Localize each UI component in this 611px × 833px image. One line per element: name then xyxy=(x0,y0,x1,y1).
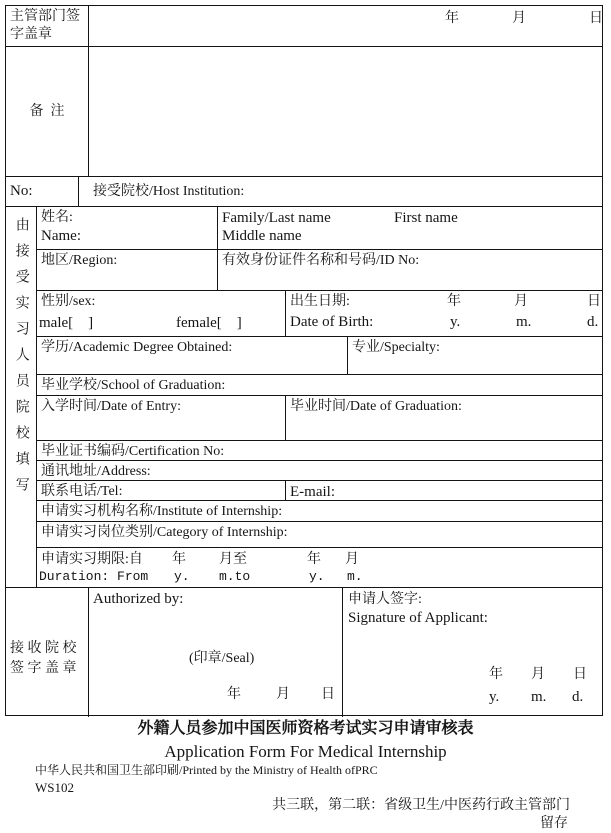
authorized-year-label: 年 xyxy=(227,687,241,702)
female-checkbox: female[ ] xyxy=(176,314,242,331)
institute-label: 申请实习机构名称/Institute of Internship: xyxy=(41,504,283,520)
supervisor-year-label: 年 xyxy=(445,11,459,26)
copies-note-line2: 留存 xyxy=(540,816,568,831)
supervisor-month-label: 月 xyxy=(512,11,526,26)
printed-by-label: 中华人民共和国卫生部印刷/Printed by the Ministry of Health ofPRC xyxy=(35,763,378,777)
no-label: No: xyxy=(6,177,79,206)
id-no-label: 有效身份证件名称和号码/ID No: xyxy=(217,250,602,290)
application-form-table xyxy=(5,5,603,716)
name-label-en: Name: xyxy=(41,227,81,244)
sex-label: 性别/sex: xyxy=(41,293,96,309)
main-section xyxy=(6,206,602,587)
email-label: E-mail: xyxy=(285,481,602,500)
receiving-section xyxy=(6,587,602,717)
form-code: WS102 xyxy=(35,780,74,795)
certification-label: 毕业证书编码/Certification No: xyxy=(41,444,225,460)
institute-row xyxy=(37,500,602,521)
male-checkbox: male[ ] xyxy=(39,314,94,331)
remarks-row xyxy=(6,46,602,176)
duration-month1-zh: 月至 xyxy=(219,552,247,568)
birth-year-zh: 年 xyxy=(447,293,461,309)
main-side-label: 由接受实习人员院校填写 xyxy=(13,217,29,503)
remarks-area xyxy=(89,47,602,176)
birth-day-en: d. xyxy=(587,313,599,330)
region-row xyxy=(37,249,602,290)
first-name-label: First name xyxy=(394,210,458,226)
specialty-label: 专业/Specialty: xyxy=(347,337,602,375)
duration-month1-en: m.to xyxy=(219,569,251,585)
name-label-zh: 姓名: xyxy=(41,210,73,225)
authorized-day-label: 日 xyxy=(321,687,335,702)
main-side-cell xyxy=(6,207,37,587)
applicant-month-en: m. xyxy=(531,689,547,705)
birth-month-zh: 月 xyxy=(514,293,528,309)
middle-name-label: Middle name xyxy=(222,228,302,244)
applicant-sign-label-zh: 申请人签字: xyxy=(348,592,422,607)
category-label: 申请实习岗位类别/Category of Internship: xyxy=(41,525,288,541)
certification-row xyxy=(37,440,602,460)
receiving-side-cell xyxy=(6,588,89,717)
seal-label: (印章/Seal) xyxy=(189,651,255,666)
supervisor-label: 主管部门签字盖章 xyxy=(6,6,89,46)
applicant-month-zh: 月 xyxy=(531,667,545,682)
name-label-cell xyxy=(37,207,217,249)
tel-email-row xyxy=(37,480,602,500)
entry-date-label: 入学时间/Date of Entry: xyxy=(41,399,181,415)
birth-label-en: Date of Birth: xyxy=(290,313,374,330)
birth-date-cell xyxy=(285,291,602,336)
authorized-cell xyxy=(89,588,343,717)
form-title-en: Application Form For Medical Internship xyxy=(164,742,447,761)
applicant-year-zh: 年 xyxy=(489,667,503,682)
sex-cell xyxy=(37,291,285,336)
duration-row xyxy=(37,547,602,587)
degree-row xyxy=(37,336,602,375)
region-label: 地区/Region: xyxy=(41,252,118,268)
copies-note: 共三联，第二联：省级卫生/中医药行政主管部门 xyxy=(272,798,570,813)
duration-cell xyxy=(37,548,602,587)
category-row xyxy=(37,521,602,547)
name-value-cell xyxy=(217,207,602,249)
remarks-label: 备 注 xyxy=(6,47,89,176)
tel-label: 联系电话/Tel: xyxy=(41,484,123,500)
duration-label-zh: 申请实习期限:自 xyxy=(41,552,143,568)
receiving-label-line2: 签 字 盖 章 xyxy=(10,661,77,676)
duration-year1-en: y. xyxy=(174,569,190,585)
duration-year2-en: y. xyxy=(309,569,325,585)
authorized-month-label: 月 xyxy=(276,687,290,702)
host-institution-label: 接受院校/Host Institution: xyxy=(93,183,245,199)
applicant-cell xyxy=(343,588,602,717)
duration-label-en: Duration: From xyxy=(39,569,149,585)
family-name-label: Family/Last name xyxy=(222,210,331,226)
sex-birth-row xyxy=(37,290,602,336)
no-host-row xyxy=(6,176,602,206)
birth-day-zh: 日 xyxy=(587,293,601,309)
duration-month2-zh: 月 xyxy=(345,552,359,568)
duration-year2-zh: 年 xyxy=(307,552,321,568)
duration-year1-zh: 年 xyxy=(172,552,186,568)
entry-graduation-row xyxy=(37,395,602,440)
supervisor-row xyxy=(6,6,602,46)
name-row xyxy=(37,207,602,249)
receiving-label-line1: 接 收 院 校 xyxy=(10,641,77,656)
supervisor-day-label: 日 xyxy=(589,11,603,26)
applicant-day-zh: 日 xyxy=(573,667,587,682)
applicant-day-en: d. xyxy=(572,689,584,705)
applicant-year-en: y. xyxy=(489,689,500,705)
supervisor-sign-area xyxy=(89,6,602,46)
graduation-date-label: 毕业时间/Date of Graduation: xyxy=(285,396,602,440)
birth-label-zh: 出生日期: xyxy=(290,293,350,309)
applicant-sign-label-en: Signature of Applicant: xyxy=(348,610,488,626)
address-row xyxy=(37,460,602,480)
authorized-by-label: Authorized by: xyxy=(93,591,184,607)
form-title-zh: 外籍人员参加中国医师资格考试实习申请审核表 xyxy=(137,720,474,737)
duration-month2-en: m. xyxy=(347,569,363,585)
degree-label: 学历/Academic Degree Obtained: xyxy=(41,339,233,355)
address-label: 通讯地址/Address: xyxy=(41,464,151,480)
school-label: 毕业学校/School of Graduation: xyxy=(41,378,226,394)
birth-month-en: m. xyxy=(516,313,532,330)
birth-year-en: y. xyxy=(450,313,461,330)
main-fields xyxy=(37,207,602,587)
school-row xyxy=(37,374,602,395)
